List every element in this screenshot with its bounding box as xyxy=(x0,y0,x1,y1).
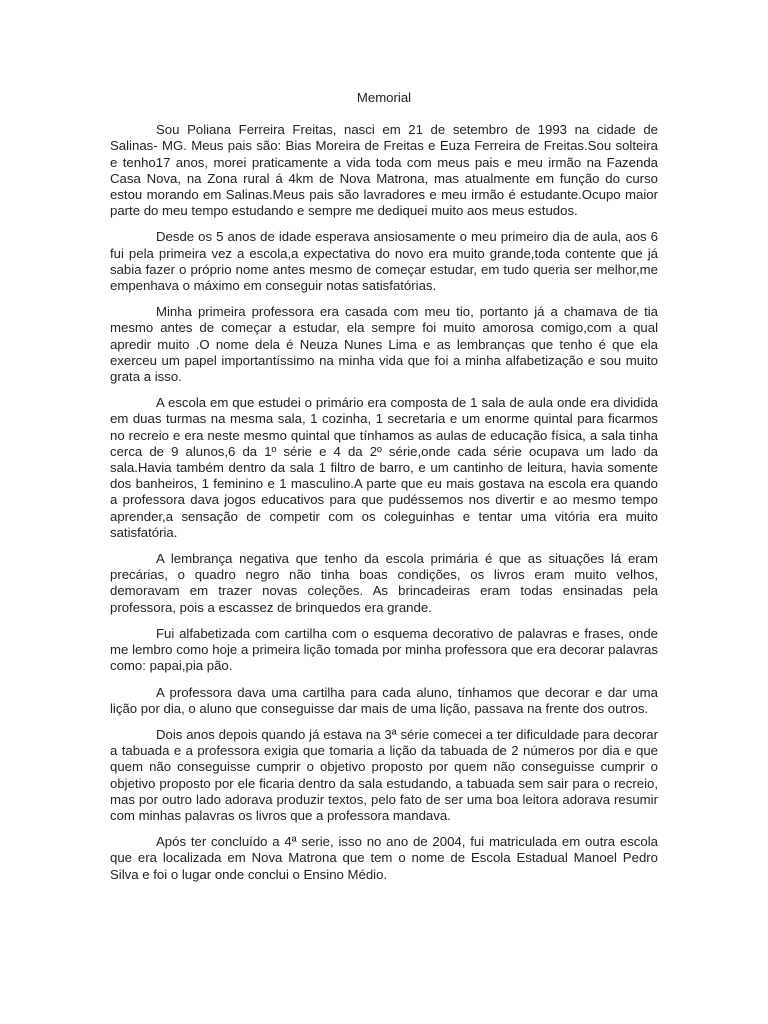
paragraph-2: Desde os 5 anos de idade esperava ansiosamente o meu primeiro dia de aula, aos 6 fui pela primeira vez a escola,a expectativa do novo era muito grande,toda contente que já sabia fazer o próprio nome antes mesmo de começar estudar, em tudo queria ser melhor,me empenhava o máximo em conseguir notas satisfatórias. xyxy=(110,229,658,294)
paragraph-7: A professora dava uma cartilha para cada aluno, tínhamos que decorar e dar uma lição por dia, o aluno que conseguisse dar mais de uma lição, passava na frente dos outros. xyxy=(110,684,658,716)
paragraph-8: Dois anos depois quando já estava na 3ª série comecei a ter dificuldade para decorar a tabuada e a professora exigia que tomaria a lição da tabuada de 2 números por dia e que quem não conseguisse cumprir o objetivo proposto por quem não conseguisse cumprir o objetivo proposto por ele ficaria dentro da sala estudando, a tabuada sem sair para o recreio, mas por outro lado adorava produzir textos, pelo fato de ser uma boa leitora adorava resumir com minhas palavras os livros que a professora mandava. xyxy=(110,726,658,823)
document-title: Memorial xyxy=(356,90,412,105)
paragraph-4: A escola em que estudei o primário era composta de 1 sala de aula onde era dividida em duas turmas na mesma sala, 1 cozinha, 1 secretaria e um enorme quintal para ficarmos no recreio e era neste mesmo quintal que tínhamos as aulas de educação física, a sala tinha cerca de 9 alunos,6 da 1º série e 4 da 2º série,onde cada série ocupava um lado da sala.Havia também dentro da sala 1 filtro de barro, e um cantinho de leitura, havia somente dos banheiros, 1 feminino e 1 masculino.A parte que eu mais gostava na escola era quando a professora dava jogos educativos para que pudéssemos nos divertir e ao mesmo tempo aprender,a sensação de competir com os coleguinhas e tentar uma vitória era muito satisfatória. xyxy=(110,395,658,540)
paragraph-5: A lembrança negativa que tenho da escola primária é que as situações lá eram precárias, o quadro negro não tinha boas condições, os livros eram muito velhos, demoravam em trazer novas coleções. As brincadeiras eram todas ensinadas pela professora, pois a escassez de brinquedos era grande. xyxy=(110,551,658,615)
paragraph-9: Após ter concluído a 4ª serie, isso no ano de 2004, fui matriculada em outra escola que era localizada em Nova Matrona que tem o nome de Escola Estadual Manoel Pedro Silva e foi o lugar onde conclui o Ensino Médio. xyxy=(110,834,658,882)
document-page xyxy=(110,90,658,893)
paragraph-3: Minha primeira professora era casada com meu tio, portanto já a chamava de tia mesmo antes de começar a estudar, ela sempre foi muito amorosa comigo,com a qual apredir muito .O nome dela é Neuza Nunes Lima e as lembranças que tenho é que ela exerceu um papel importantíssimo na minha vida que foi a minha alfabetização e sou muito grata a isso. xyxy=(110,304,658,385)
paragraph-6: Fui alfabetizada com cartilha com o esquema decorativo de palavras e frases, onde me lembro como hoje a primeira lição tomada por minha professora que era decorar palavras como: papai,pia pão. xyxy=(110,625,658,674)
paragraph-1: Sou Poliana Ferreira Freitas, nasci em 21 de setembro de 1993 na cidade de Salinas- MG. Meus pais são: Bias Moreira de Freitas e Euza Ferreira de Freitas.Sou solteira e tenho17 anos, morei praticamente a vida toda com meus pais e meu irmão na Fazenda Casa Nova, na Zona rural á 4km de Nova Matrona, mas atualmente em função do curso estou morando em Salinas.Meus pais são lavradores e meu irmão é estudante.Ocupo maior parte do meu tempo estudando e sempre me dediquei muito aos meus estudos. xyxy=(110,122,658,219)
